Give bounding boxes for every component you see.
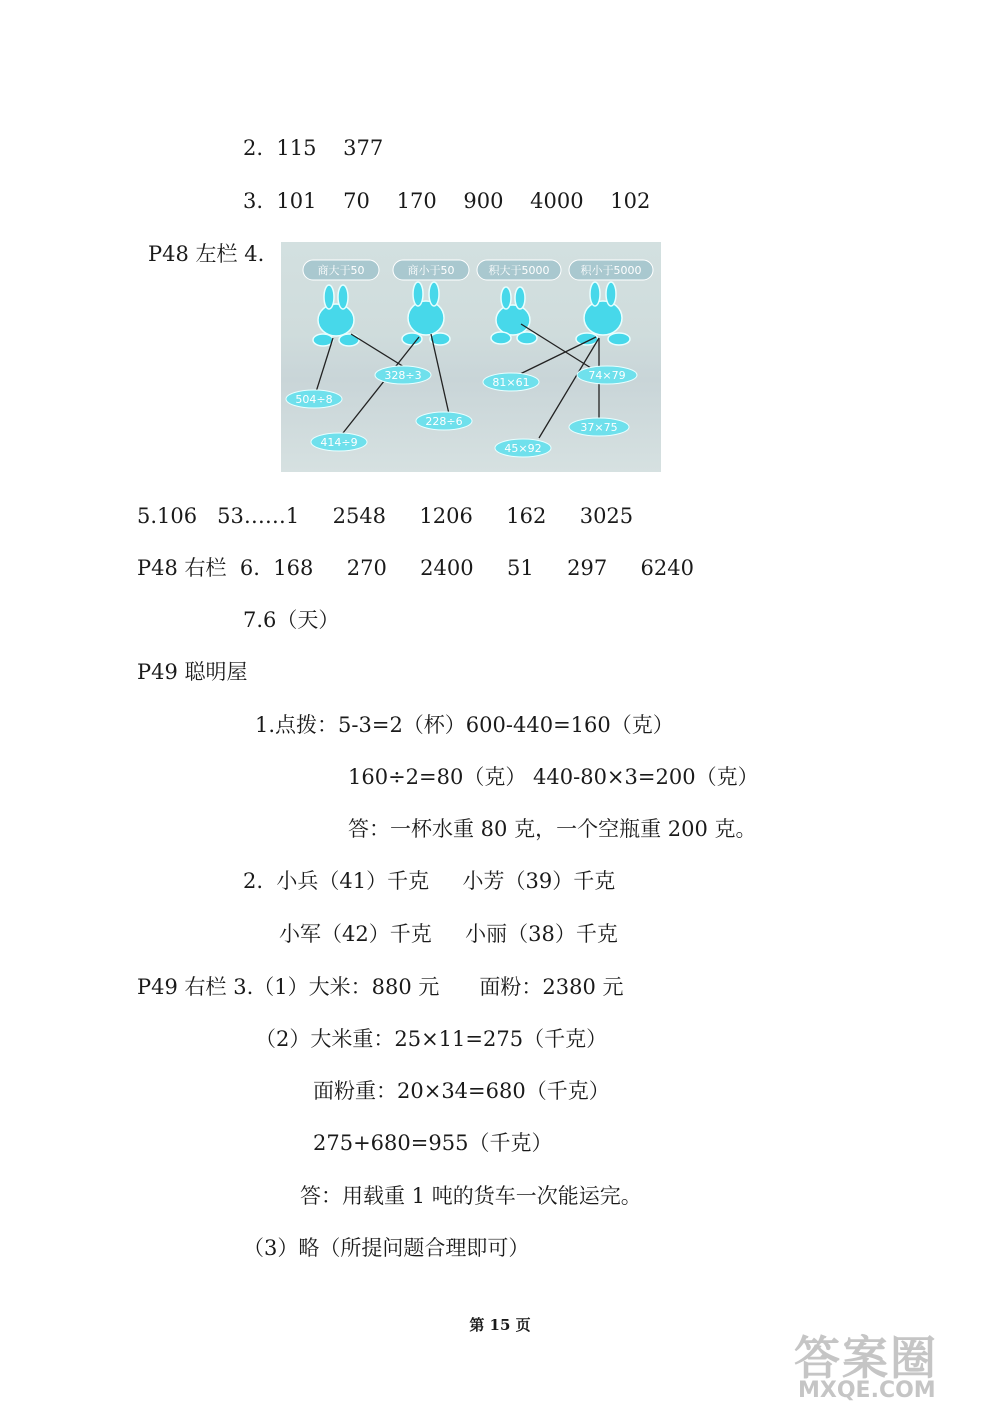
answer-1-calc: 160÷2=80（克） 440-80×3=200（克）: [348, 765, 759, 789]
category-label-1: 商大于50: [317, 264, 365, 277]
expression-3: 228÷6: [425, 415, 463, 428]
answer-3-2-flour: 面粉重：20×34=680（千克）: [313, 1079, 610, 1103]
page-number: 第 15 页: [469, 1316, 531, 1334]
answer-2-row1: 2. 小兵（41）千克 小芳（39）千克: [243, 869, 616, 893]
section-p48-right-6: P48 右栏 6. 168 270 2400 51 297 6240: [137, 556, 695, 580]
section-p48-left-4: P48 左栏 4.: [148, 242, 265, 266]
answer-1-hint: 1.点拨：5-3=2（杯）600-440=160（克）: [255, 713, 674, 737]
category-label-4: 积小于5000: [580, 264, 642, 277]
answer-3-2-rice: （2）大米重：25×11=275（千克）: [255, 1027, 608, 1051]
matching-diagram: [281, 242, 661, 472]
answer-2-row2: 小军（42）千克 小丽（38）千克: [279, 922, 618, 946]
category-label-2: 商小于50: [407, 264, 455, 277]
category-label-3: 积大于5000: [488, 264, 550, 277]
rabbit-icon-2: [402, 282, 450, 345]
expression-8: 37×75: [580, 421, 618, 434]
watermark-url: MXQE.COM: [798, 1378, 936, 1403]
answer-line-2: 2. 115 377: [243, 136, 384, 160]
rabbit-icon-4: [576, 282, 630, 345]
watermark: [790, 1322, 990, 1406]
answer-3-3: （3）略（所提问题合理即可）: [243, 1236, 530, 1260]
expression-2: 328÷3: [384, 369, 422, 382]
expression-1: 504÷8: [295, 393, 333, 406]
expression-5: 81×61: [492, 376, 530, 389]
rabbit-icon-3: [491, 287, 537, 344]
answer-line-3: 3. 101 70 170 900 4000 102: [243, 189, 651, 213]
watermark-logo: 答案圈: [794, 1331, 938, 1385]
answer-1-result: 答：一杯水重 80 克，一个空瓶重 200 克。: [348, 817, 757, 841]
expression-7: 45×92: [504, 442, 542, 455]
matching-figure: [281, 242, 661, 472]
answer-3-2-result: 答：用载重 1 吨的货车一次能运完。: [300, 1184, 642, 1208]
expression-6: 74×79: [588, 369, 626, 382]
section-p49-title: P49 聪明屋: [137, 660, 248, 684]
answer-line-5: 5.106 53……1 2548 1206 162 3025: [137, 504, 634, 528]
section-p49-right-3: P49 右栏 3.（1）大米：880 元 面粉：2380 元: [137, 975, 624, 999]
rabbit-icon-1: [313, 285, 359, 346]
answer-3-2-total: 275+680=955（千克）: [313, 1131, 553, 1155]
answer-line-7: 7.6（天）: [243, 608, 340, 632]
expression-4: 414÷9: [320, 436, 358, 449]
